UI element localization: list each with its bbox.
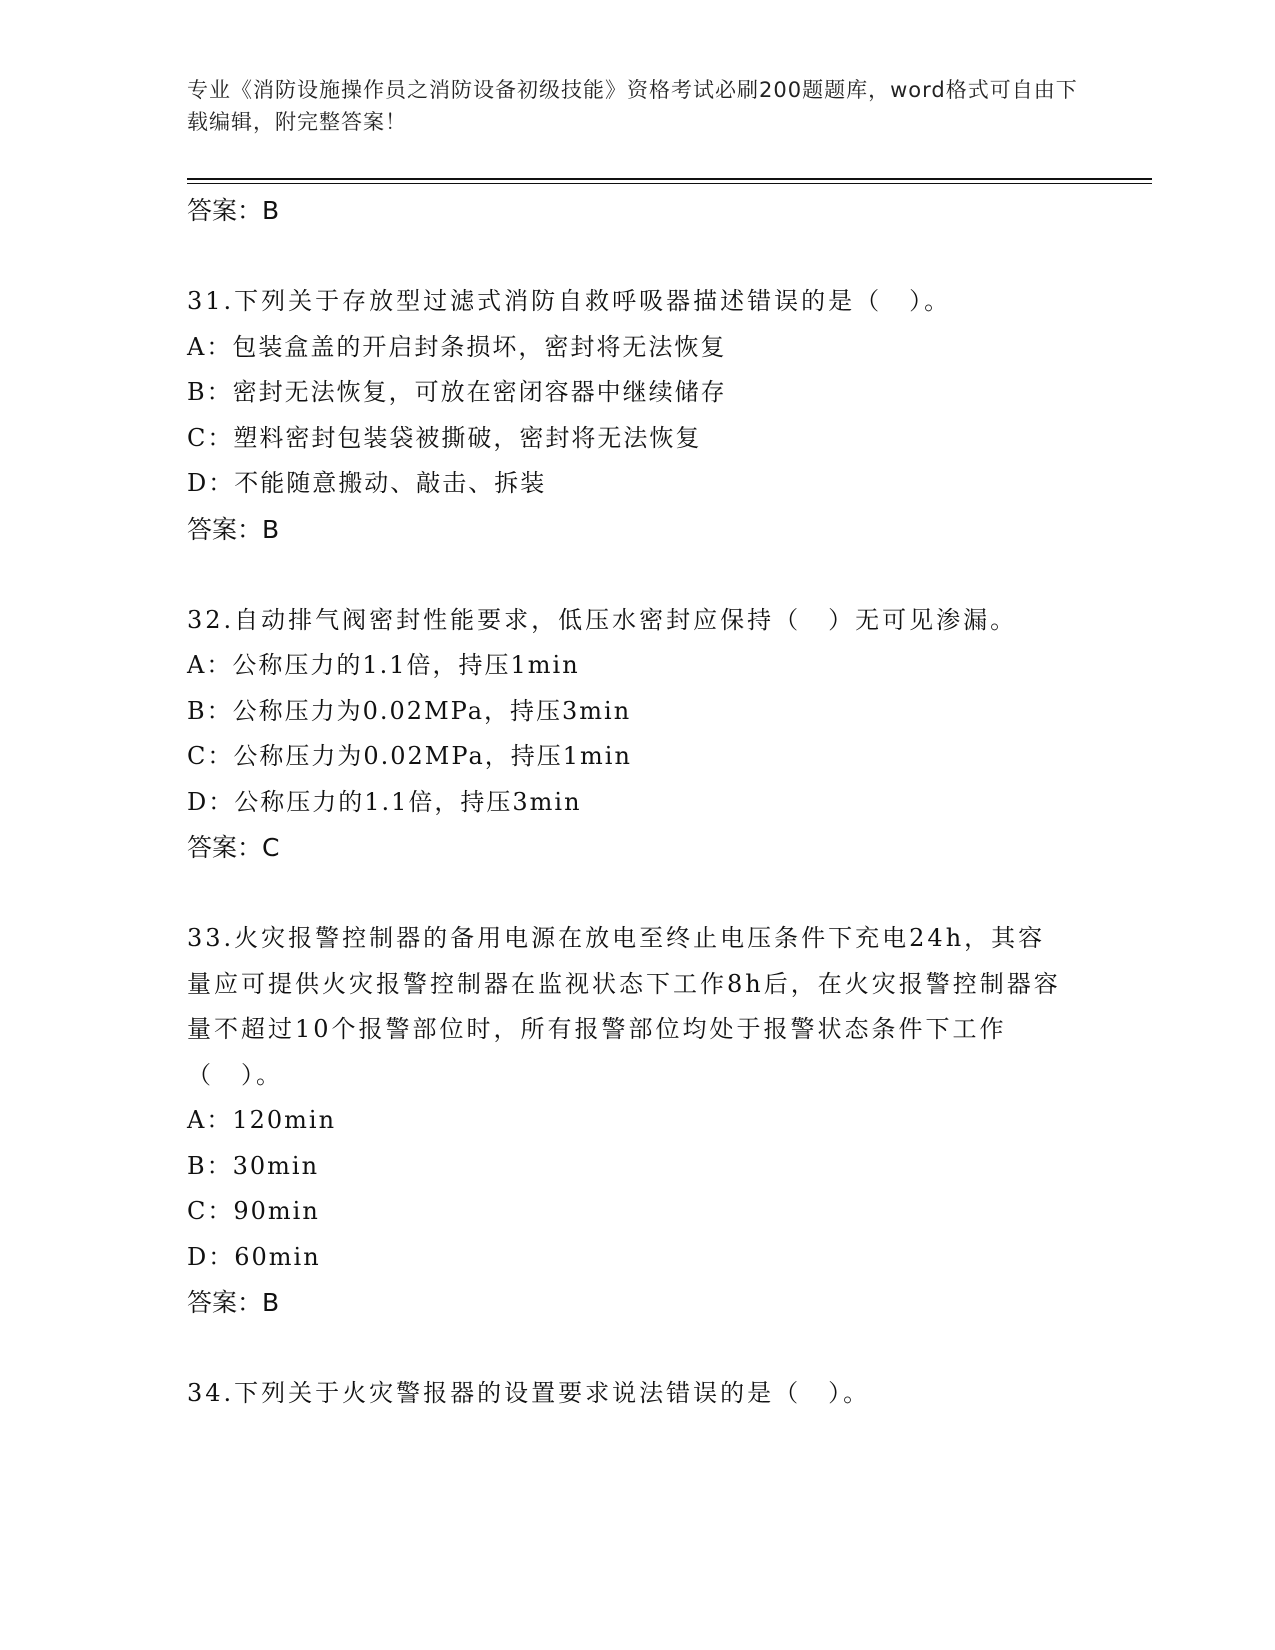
spacer xyxy=(187,1326,1087,1371)
header-rule-thin xyxy=(187,183,1152,184)
question-33 xyxy=(187,916,1087,1326)
header-rule-thick xyxy=(187,178,1152,180)
option-c: C：90min xyxy=(187,1197,320,1225)
previous-answer: 答案：B xyxy=(187,196,280,225)
option-b: B：公称压力为0.02MPa，持压3min xyxy=(187,696,632,725)
spacer xyxy=(187,234,1087,279)
question-stem: 34.下列关于火灾警报器的设置要求说法错误的是（ ）。 xyxy=(187,1379,871,1407)
question-34 xyxy=(187,1371,1087,1417)
option-b: B：30min xyxy=(187,1151,320,1180)
question-31 xyxy=(187,279,1087,553)
question-32 xyxy=(187,598,1087,872)
option-d: D：公称压力的1.1倍，持压3min xyxy=(187,787,582,816)
option-a: A：包装盒盖的开启封条损坏，密封将无法恢复 xyxy=(187,332,727,361)
spacer xyxy=(187,871,1087,916)
question-list xyxy=(187,188,1087,1417)
option-c: C：塑料密封包装袋被撕破，密封将无法恢复 xyxy=(187,423,702,452)
question-answer: 答案：B xyxy=(187,1288,280,1317)
option-d: D：60min xyxy=(187,1242,321,1271)
option-a: A：公称压力的1.1倍，持压1min xyxy=(187,651,580,679)
option-b: B：密封无法恢复，可放在密闭容器中继续储存 xyxy=(187,378,727,406)
question-stem: 33.火灾报警控制器的备用电源在放电至终止电压条件下充电24h，其容量应可提供火灾报警控制器在监视状态下工作8h后，在火灾报警控制器容量不超过10个报警部位时，所有报警部位均处于报警状态条件下工作（ ）。 xyxy=(187,924,1061,1089)
option-a: A：120min xyxy=(187,1106,337,1134)
question-answer: 答案：C xyxy=(187,833,280,862)
spacer xyxy=(187,553,1087,598)
question-stem: 32.自动排气阀密封性能要求，低压水密封应保持（ ）无可见渗漏。 xyxy=(187,605,1018,634)
question-answer: 答案：B xyxy=(187,514,280,544)
option-d: D：不能随意搬动、敲击、拆装 xyxy=(187,469,547,497)
document-header: 专业《消防设施操作员之消防设备初级技能》资格考试必刷200题题库，word格式可自由下载编辑，附完整答案！ xyxy=(187,78,1078,134)
option-c: C：公称压力为0.02MPa，持压1min xyxy=(187,742,632,770)
question-stem: 31.下列关于存放型过滤式消防自救呼吸器描述错误的是（ ）。 xyxy=(187,287,952,315)
